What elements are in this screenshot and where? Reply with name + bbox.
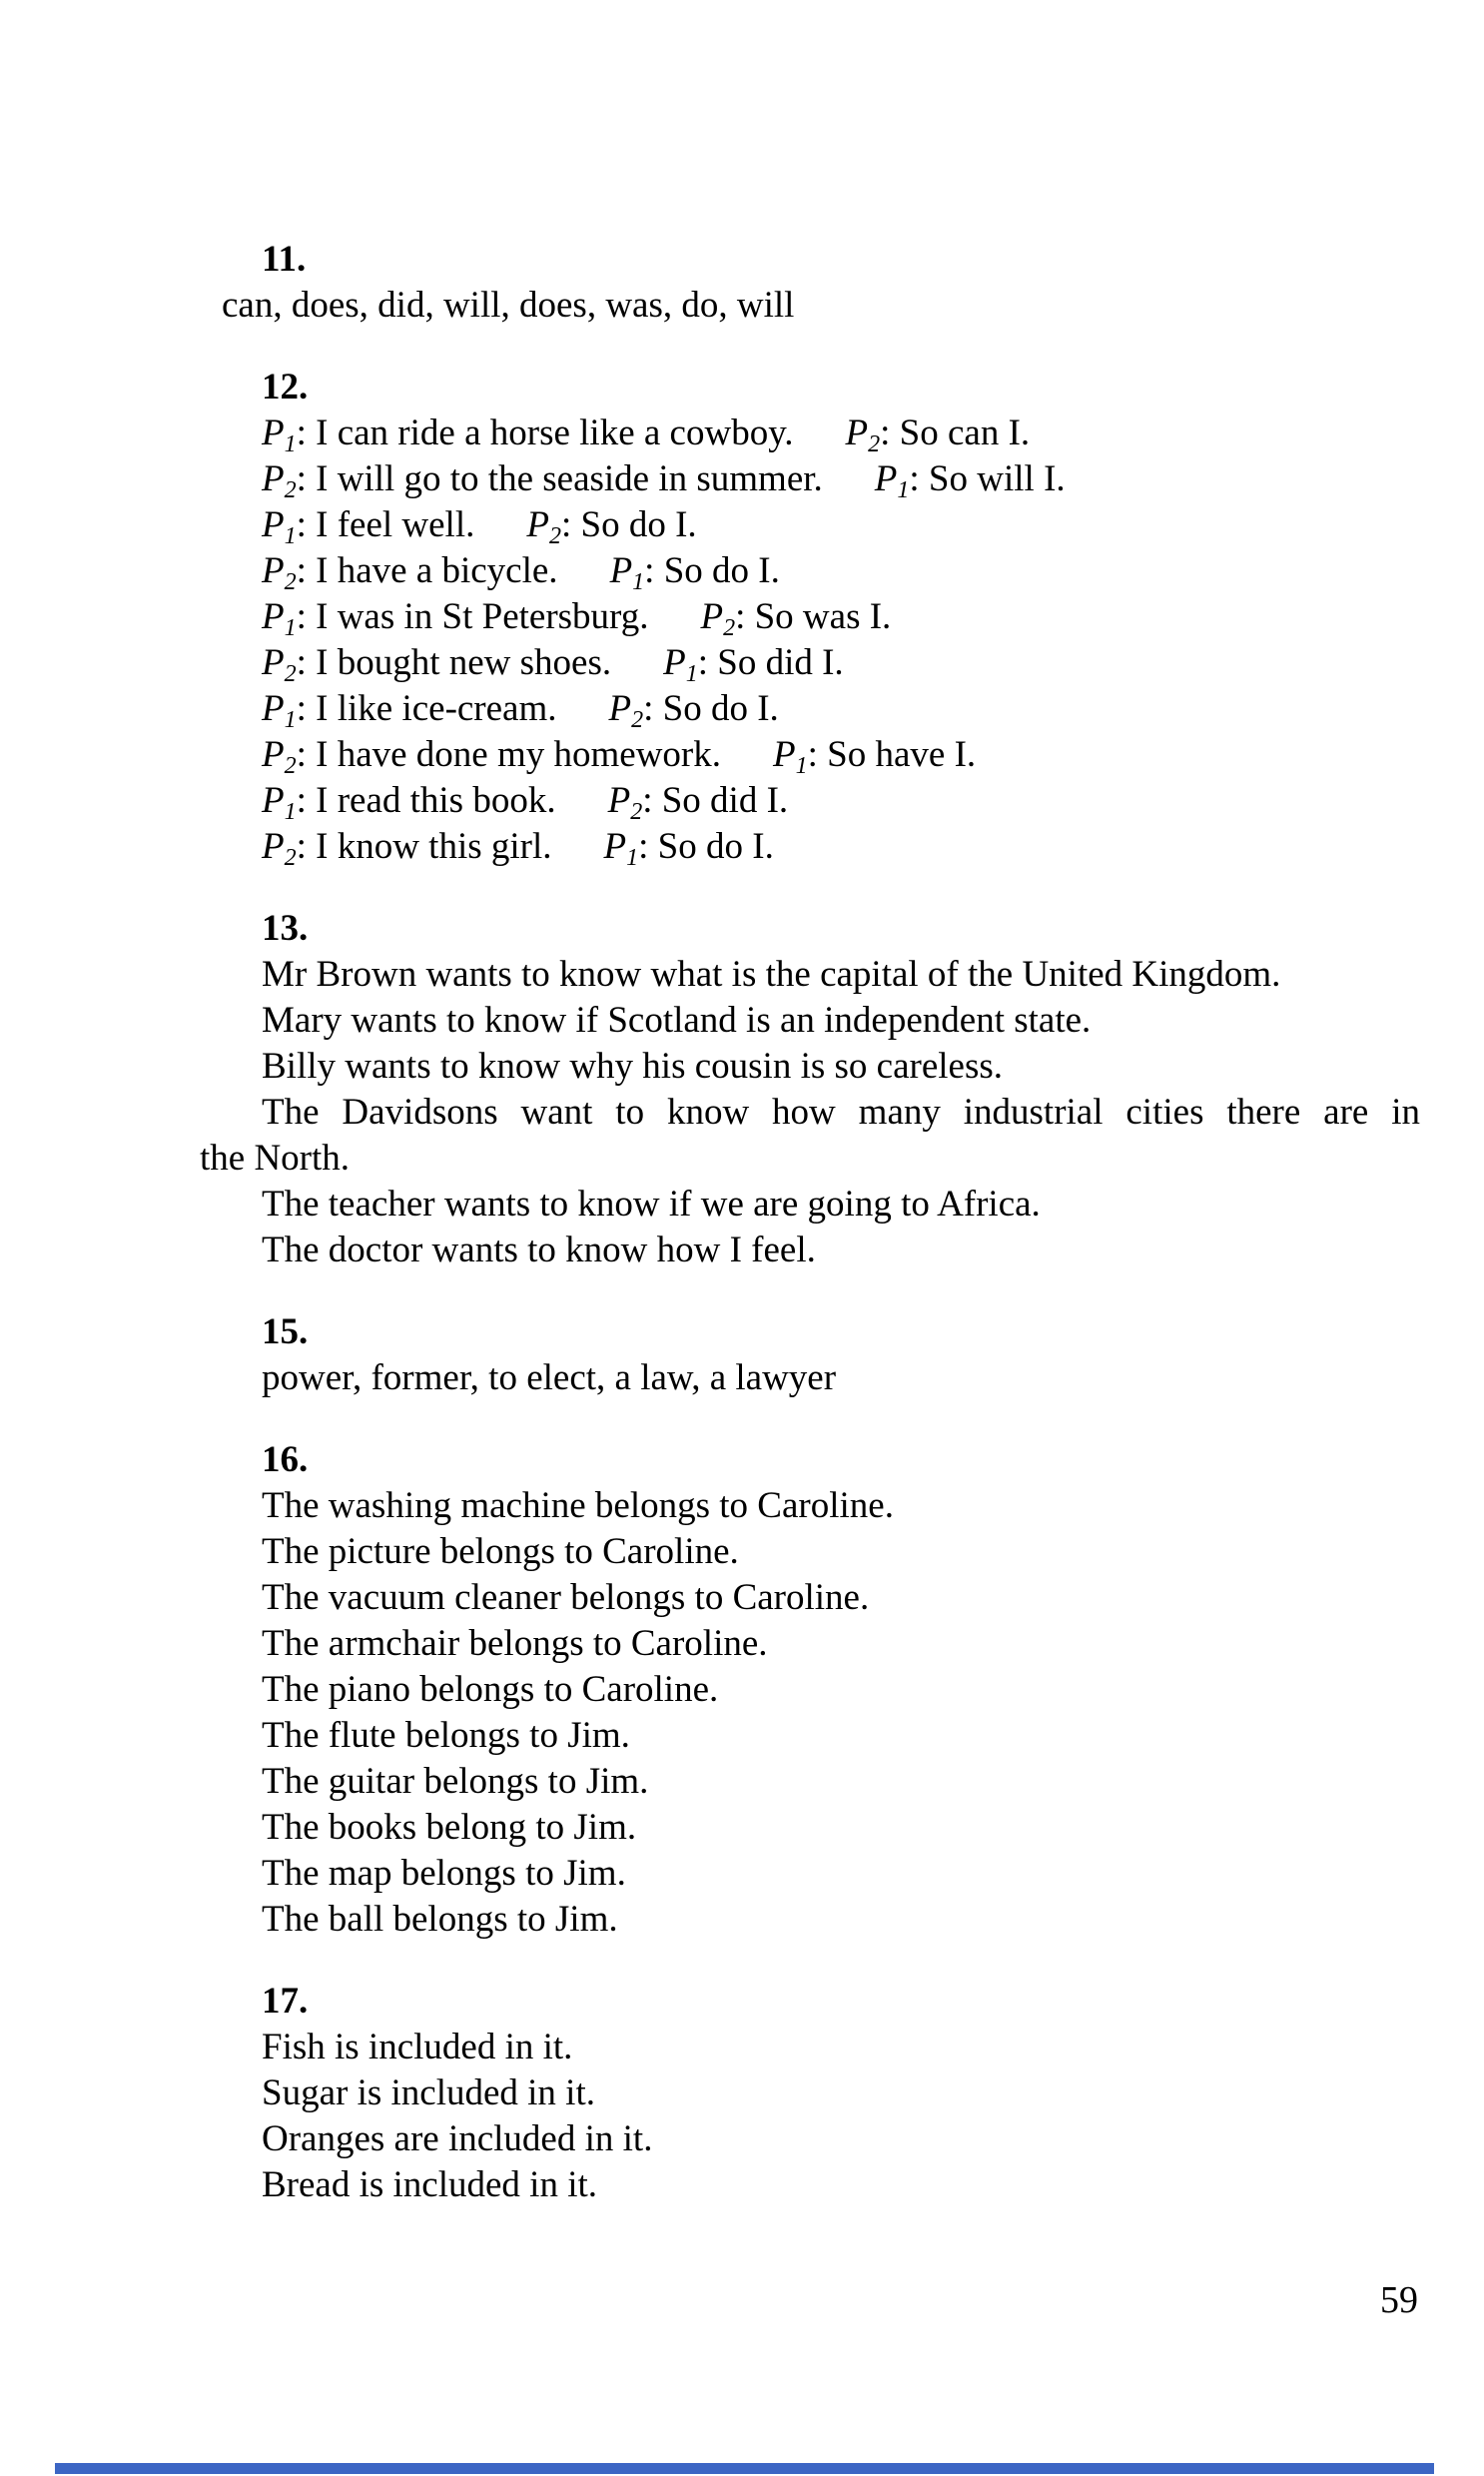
- dialogue-text: : So did I.: [697, 642, 844, 683]
- text-line: Bread is included in it.: [262, 2164, 598, 2205]
- speaker-label: $P_2$: [262, 734, 297, 779]
- speaker-label: $P_1$: [663, 642, 698, 687]
- speaker-label: $P_2$: [262, 550, 297, 595]
- dialogue-text: : I know this girl.: [296, 826, 552, 867]
- speaker-label: $P_1$: [262, 413, 297, 457]
- text-line: Sugar is included in it.: [262, 2072, 595, 2113]
- dialogue-line: [262, 824, 1420, 870]
- dialogue-line: [262, 456, 1420, 502]
- text-line: The ball belongs to Jim.: [262, 1899, 618, 1940]
- dialogue-text: : So was I.: [735, 596, 892, 637]
- dialogue-line: [262, 411, 1420, 456]
- speaker-label: $P_2$: [262, 826, 297, 871]
- dialogue-line: [262, 502, 1420, 548]
- dialogue-response: [603, 826, 774, 871]
- speaker-label: $P_1$: [262, 688, 297, 733]
- text-line: The vacuum cleaner belongs to Caroline.: [262, 1577, 870, 1618]
- section-heading: 16.: [262, 1439, 309, 1480]
- section-heading: 15.: [262, 1311, 309, 1352]
- section-13: [200, 906, 1420, 1273]
- dialogue-text: : I bought new shoes.: [296, 642, 612, 683]
- text-line: The Davidsons want to know how many industrial cities there are in: [262, 1092, 1420, 1133]
- text-line: Oranges are included in it.: [262, 2118, 653, 2159]
- dialogue-line: [262, 594, 1420, 640]
- text-line: Billy wants to know why his cousin is so careless.: [262, 1046, 1004, 1087]
- dialogue-text: : So do I.: [560, 504, 697, 545]
- dialogue-line: [262, 640, 1420, 686]
- dialogue-text: : I have done my homework.: [296, 734, 722, 775]
- page-number: 59: [1380, 2279, 1418, 2321]
- speaker-label: $P_2$: [700, 596, 736, 641]
- speaker-label: $P_1$: [609, 550, 645, 595]
- text-line: The armchair belongs to Caroline.: [262, 1623, 768, 1664]
- dialogue-response: [663, 642, 844, 687]
- dialogue-line: [262, 778, 1420, 824]
- dialogue-response: [607, 780, 789, 825]
- dialogue-text: : So will I.: [909, 458, 1066, 499]
- dialogue-text: : I like ice-cream.: [296, 688, 557, 729]
- speaker-label: $P_1$: [262, 504, 297, 549]
- dialogue-response: [874, 458, 1066, 503]
- section-heading: 17.: [262, 1981, 309, 2022]
- dialogue-text: : I feel well.: [296, 504, 475, 545]
- speaker-label: $P_1$: [874, 458, 910, 503]
- text-line: The teacher wants to know if we are going to Africa.: [262, 1184, 1041, 1225]
- dialogue-response: [845, 413, 1031, 457]
- speaker-label: $P_1$: [773, 734, 808, 779]
- dialogue-text: : So did I.: [642, 780, 789, 821]
- section-15: [200, 1309, 1420, 1401]
- dialogue-text: : So do I.: [644, 550, 780, 591]
- speaker-label: $P_2$: [262, 458, 297, 503]
- speaker-label: $P_2$: [526, 504, 561, 549]
- text-line: The books belong to Jim.: [262, 1807, 637, 1848]
- answer-key-content: [200, 237, 1420, 2208]
- dialogue-text: : I have a bicycle.: [296, 550, 558, 591]
- text-line: power, former, to elect, a law, a lawyer: [262, 1357, 837, 1398]
- text-line: The doctor wants to know how I feel.: [262, 1230, 816, 1270]
- dialogue-text: : So have I.: [807, 734, 977, 775]
- dialogue-response: [526, 504, 697, 549]
- text-line: Mr Brown wants to know what is the capital of the United Kingdom.: [262, 954, 1281, 995]
- text-line: Mary wants to know if Scotland is an independent state.: [262, 1000, 1092, 1041]
- section-heading: 13.: [262, 908, 309, 949]
- text-line: The flute belongs to Jim.: [262, 1715, 630, 1756]
- dialogue-line: [262, 548, 1420, 594]
- speaker-label: $P_2$: [262, 642, 297, 687]
- text-line: The piano belongs to Caroline.: [262, 1669, 719, 1710]
- section-17: [200, 1979, 1420, 2208]
- dialogue-text: : I can ride a horse like a cowboy.: [296, 413, 794, 453]
- section-12: [200, 365, 1420, 870]
- dialogue-text: : I will go to the seaside in summer.: [296, 458, 823, 499]
- text-line: The washing machine belongs to Caroline.: [262, 1485, 894, 1526]
- speaker-label: $P_1$: [603, 826, 639, 871]
- dialogue-line: [262, 686, 1420, 732]
- section-11: [200, 237, 1420, 329]
- section-heading: 11.: [262, 239, 307, 280]
- speaker-label: $P_2$: [608, 688, 644, 733]
- dialogue-response: [773, 734, 977, 779]
- text-line: can, does, did, will, does, was, do, will: [222, 285, 795, 326]
- text-line: The picture belongs to Caroline.: [262, 1531, 739, 1572]
- dialogue-text: : I was in St Petersburg.: [296, 596, 649, 637]
- section-16: [200, 1437, 1420, 1943]
- text-line: the North.: [200, 1138, 351, 1179]
- dialogue-text: : I read this book.: [296, 780, 556, 821]
- bottom-accent-bar: [55, 2463, 1434, 2474]
- speaker-label: $P_1$: [262, 596, 297, 641]
- speaker-label: $P_2$: [607, 780, 643, 825]
- section-heading: 12.: [262, 367, 309, 408]
- dialogue-line: [262, 732, 1420, 778]
- text-line: The map belongs to Jim.: [262, 1853, 626, 1894]
- text-line: The guitar belongs to Jim.: [262, 1761, 649, 1802]
- text-line: Fish is included in it.: [262, 2027, 573, 2067]
- speaker-label: $P_1$: [262, 780, 297, 825]
- dialogue-response: [608, 688, 779, 733]
- dialogue-response: [700, 596, 892, 641]
- dialogue-text: : So can I.: [880, 413, 1031, 453]
- dialogue-text: : So do I.: [638, 826, 774, 867]
- speaker-label: $P_2$: [845, 413, 881, 457]
- dialogue-text: : So do I.: [643, 688, 779, 729]
- dialogue-response: [609, 550, 780, 595]
